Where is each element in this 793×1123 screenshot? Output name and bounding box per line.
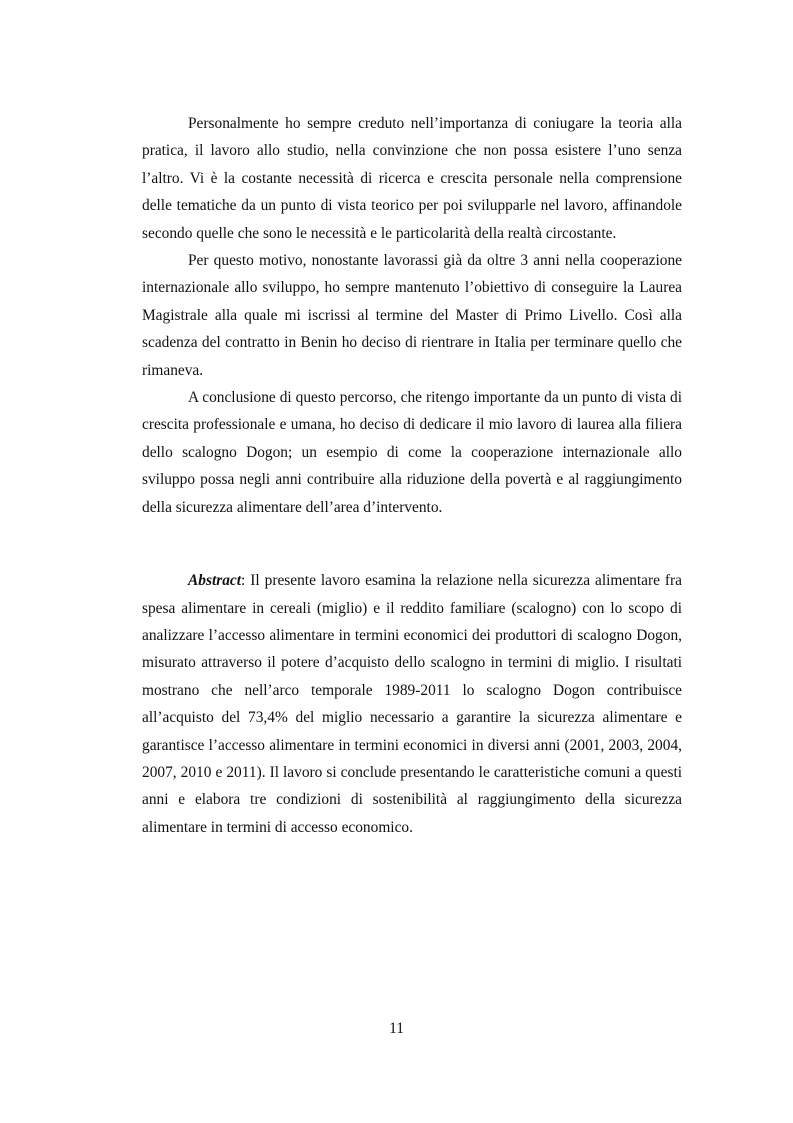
- paragraph-conclusion: A conclusione di questo percorso, che ritengo importante da un punto di vista di crescita professionale e umana, ho deciso di dedicare il mio lavoro di laurea alla filiera dello scalogno Dogon; un esempio di come la cooperazione internazionale allo sviluppo possa negli anni contribuire alla riduzione della povertà e al raggiungimento della sicurezza alimentare dell’area d’intervento.: [142, 389, 682, 516]
- abstract-text: : Il presente lavoro esamina la relazione nella sicurezza alimentare fra spesa alimentare in cereali (miglio) e il reddito familiare (scalogno) con lo scopo di analizzare l’accesso alimentare in termini economici dei produttori di scalogno Dogon, misurato attraverso il potere d’acquisto dello scalogno in termini di miglio. I risultati mostrano che nell’arco temporale 1989-2011 lo scalogno Dogon contribuisce all’acquisto del 73,4% del miglio necessario a garantire la sicurezza alimentare e garantisce l’accesso alimentare in termini economici in diversi anni (2001, 2003, 2004, 2007, 2010 e 2011). Il lavoro si conclude presentando le caratteristiche comuni a questi anni e elabora tre condizioni di sostenibilità al raggiungimento della sicurezza alimentare in termini di accesso economico.: [142, 572, 682, 836]
- paragraph-motivation: Per questo motivo, nonostante lavorassi già da oltre 3 anni nella cooperazione internazionale allo sviluppo, ho sempre mantenuto l’obiettivo di conseguire la Laurea Magistrale alla quale mi iscrissi al termine del Master di Primo Livello. Così alla scadenza del contratto in Benin ho deciso di rientrare in Italia per terminare quello che rimaneva.: [142, 252, 682, 379]
- abstract-label: Abstract: [188, 572, 242, 590]
- paragraph-personal-belief: Personalmente ho sempre creduto nell’importanza di coniugare la teoria alla pratica, il lavoro allo studio, nella convinzione che non possa esistere l’uno senza l’altro. Vi è la costante necessità di ricerca e crescita personale nella comprensione delle tematiche da un punto di vista teorico per poi svilupparle nel lavoro, affinandole secondo quelle che sono le necessità e le particolarità della realtà circostante.: [142, 115, 682, 242]
- page-number: 11: [389, 1020, 404, 1037]
- section-spacer: [142, 521, 682, 567]
- page-body: [142, 110, 682, 841]
- abstract-paragraph: [142, 567, 682, 841]
